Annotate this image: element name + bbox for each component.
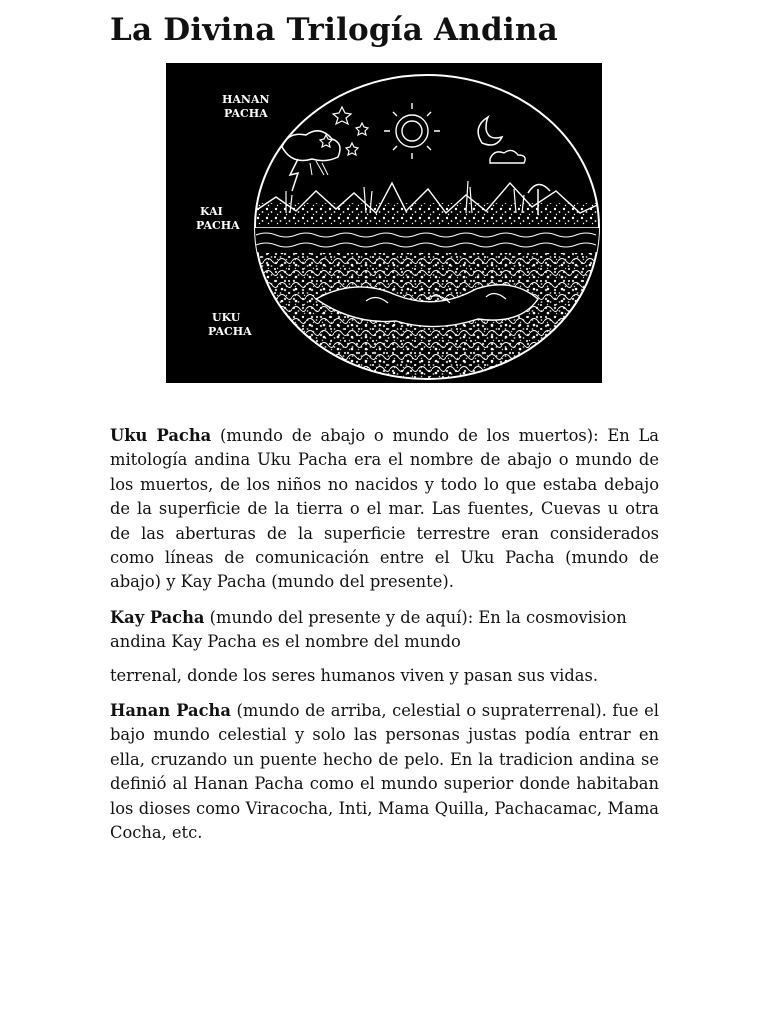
term-hanan-pacha: Hanan Pacha xyxy=(110,701,231,720)
cosmology-illustration xyxy=(166,63,602,383)
paragraph-kay-pacha xyxy=(110,606,659,655)
label-hanan-2: PACHA xyxy=(224,107,268,120)
paragraph-hanan-pacha-text: (mundo de arriba, celestial o supraterrenal). fue el bajo mundo celestial y solo las personas justas podía entrar en ella, cruzando un puente hecho de pelo. En la tradicion andina se definió al Hanan Pacha como el mundo superior donde habitaban los dioses como Viracocha, Inti, Mama Quilla, Pachacamac, Mama Cocha, etc. xyxy=(110,701,659,843)
paragraph-kay-pacha-text: (mundo del presente y de aquí): En la cosmovision andina Kay Pacha es el nombre del mundo xyxy=(110,608,627,652)
label-uku-2: PACHA xyxy=(208,325,252,338)
label-uku-1: UKU xyxy=(212,311,241,324)
page-title: La Divina Trilogía Andina xyxy=(110,12,558,48)
paragraph-kay-pacha-continued xyxy=(110,664,659,688)
label-hanan-1: HANAN xyxy=(222,93,270,106)
paragraph-hanan-pacha xyxy=(110,699,659,845)
term-kay-pacha: Kay Pacha xyxy=(110,608,205,627)
label-kai-2: PACHA xyxy=(196,219,240,232)
term-uku-pacha: Uku Pacha xyxy=(110,426,212,445)
paragraph-uku-pacha xyxy=(110,424,659,595)
three-worlds-drawing xyxy=(166,63,602,383)
label-kai-1: KAI xyxy=(200,205,223,218)
paragraph-kay-pacha-continued-text: terrenal, donde los seres humanos viven y pasan sus vidas. xyxy=(110,666,599,685)
paragraph-uku-pacha-text: (mundo de abajo o mundo de los muertos): En La mitología andina Uku Pacha era el nombre de abajo o mundo de los muertos, de los niños no nacidos y todo lo que estaba debajo de la superficie de la tierra o el mar. Las fuentes, Cuevas u otra de las aberturas de la superficie terrestre eran considerados como líneas de comunicación entre el Uku Pacha (mundo de abajo) y Kay Pacha (mundo del presente). xyxy=(110,426,659,592)
